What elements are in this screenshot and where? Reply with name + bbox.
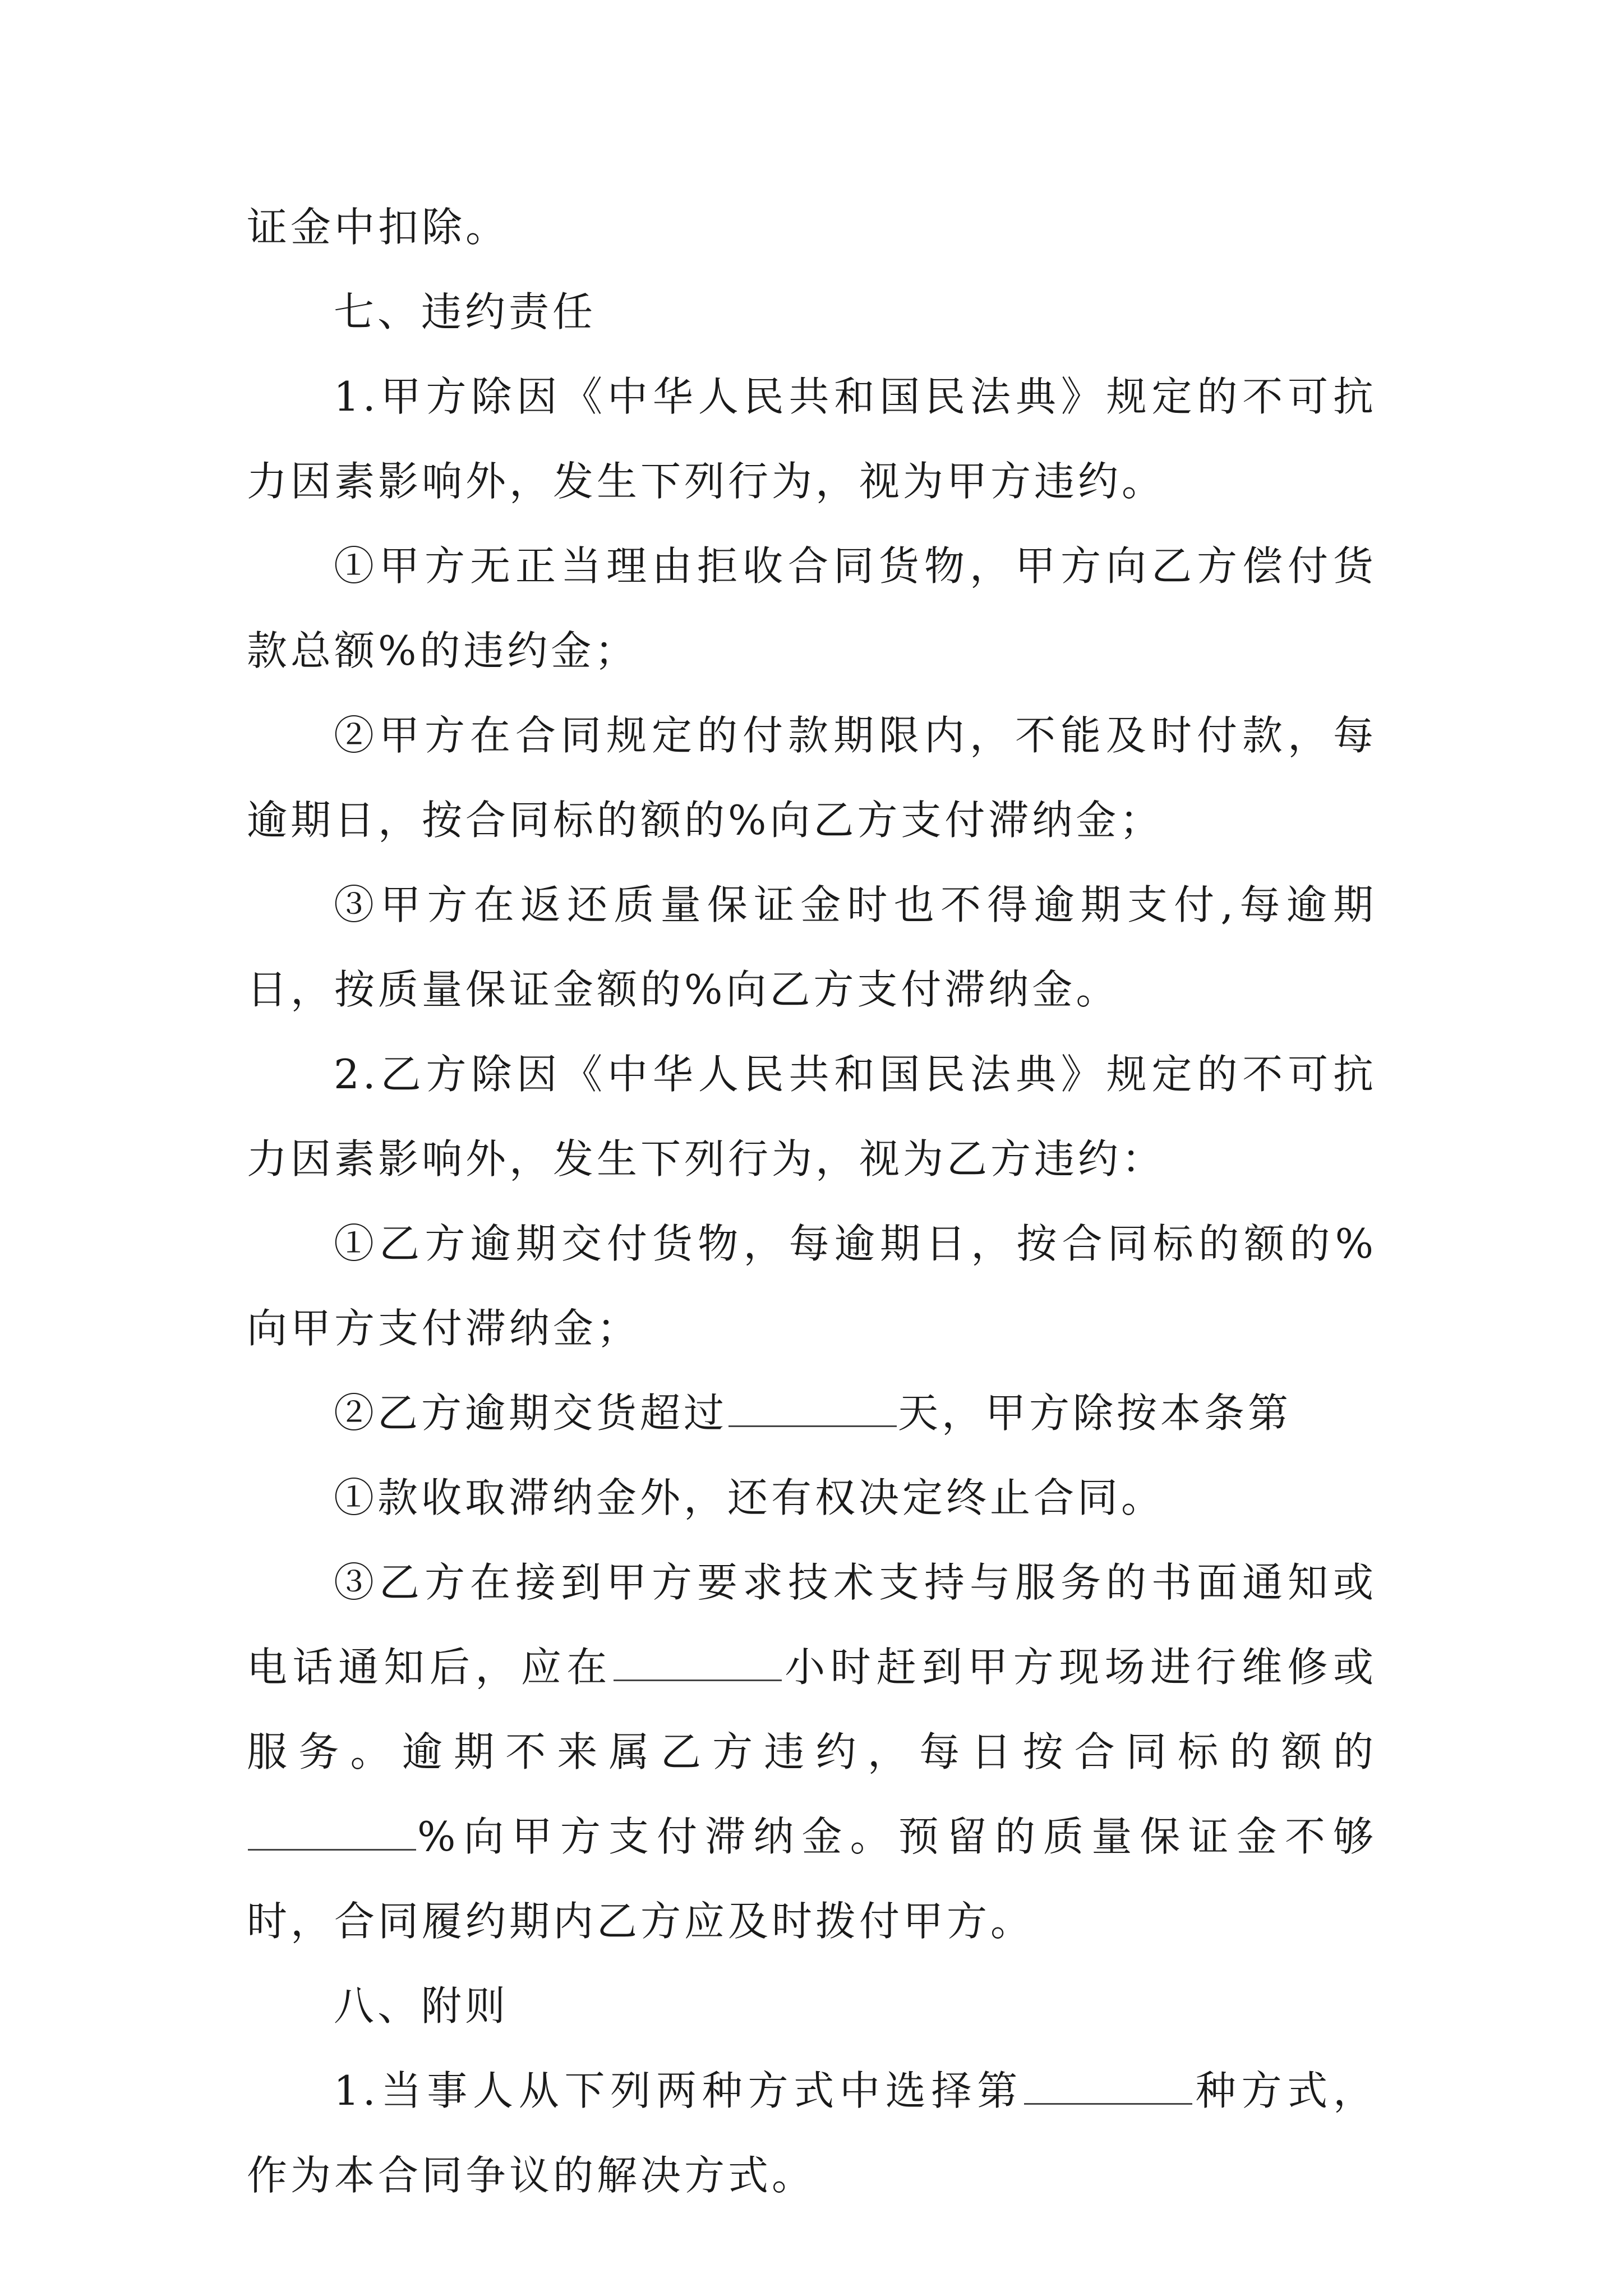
paragraph-party-a-item-2: ②甲方在合同规定的付款期限内，不能及时付款，每逾期日，按合同标的额的%向乙方支付滞纳金； bbox=[247, 712, 1377, 844]
paragraph-party-b-item-3 bbox=[247, 1540, 1377, 1964]
text-segment: 天，甲方除按本条第 bbox=[898, 1389, 1292, 1437]
paragraph-party-a-item-3: ③甲方在返还质量保证金时也不得逾期支付,每逾期日，按质量保证金额的%向乙方支付滞纳金。 bbox=[247, 881, 1377, 1013]
paragraph-party-b-item-1: ①乙方逾期交付货物，每逾期日，按合同标的额的%向甲方支付滞纳金； bbox=[247, 1220, 1377, 1352]
paragraph-party-a-breach: 1.甲方除因《中华人民共和国民法典》规定的不可抗力因素影响外，发生下列行为，视为甲方违约。 bbox=[247, 373, 1377, 505]
paragraph-dispute-resolution bbox=[247, 2049, 1377, 2218]
text-segment: %向甲方支付滞纳金。预留的质量保证金不够时，合同履约期内乙方应及时拨付甲方。 bbox=[247, 1813, 1377, 1945]
text-segment: ②乙方逾期交货超过 bbox=[334, 1389, 728, 1437]
paragraph-party-b-breach: 2.乙方除因《中华人民共和国民法典》规定的不可抗力因素影响外，发生下列行为，视为乙方违约： bbox=[247, 1051, 1377, 1182]
fill-in-blank bbox=[1024, 2064, 1192, 2105]
fill-in-blank bbox=[614, 1640, 782, 1681]
section-heading-supplementary: 八、附则 bbox=[334, 1982, 509, 2030]
text-segment: 种方式，作为本合同争议的解决方式。 bbox=[247, 2067, 1377, 2199]
text-segment: 1.当事人从下列两种方式中选择第 bbox=[334, 2067, 1023, 2114]
text-segment: 小时赶到甲方现场进行维修或服务。逾期不来属乙方违约，每日按合同标的额的 bbox=[247, 1644, 1377, 1775]
fill-in-blank bbox=[728, 1386, 897, 1427]
document-body bbox=[247, 185, 1377, 2218]
paragraph-party-a-item-1: ①甲方无正当理由拒收合同货物，甲方向乙方偿付货款总额%的违约金； bbox=[247, 542, 1377, 674]
paragraph-party-b-item-2-cont: ①款收取滞纳金外，还有权决定终止合同。 bbox=[334, 1474, 1165, 1521]
section-heading-breach-liability: 七、违约责任 bbox=[334, 288, 597, 335]
paragraph-party-b-item-2 bbox=[247, 1371, 1377, 1456]
fill-in-blank bbox=[248, 1810, 416, 1851]
paragraph-continuation: 证金中扣除。 bbox=[247, 204, 510, 251]
text-segment: ③乙方在接到甲方要求技术支持与服务的书面通知或电话通知后，应在 bbox=[247, 1559, 1377, 1691]
